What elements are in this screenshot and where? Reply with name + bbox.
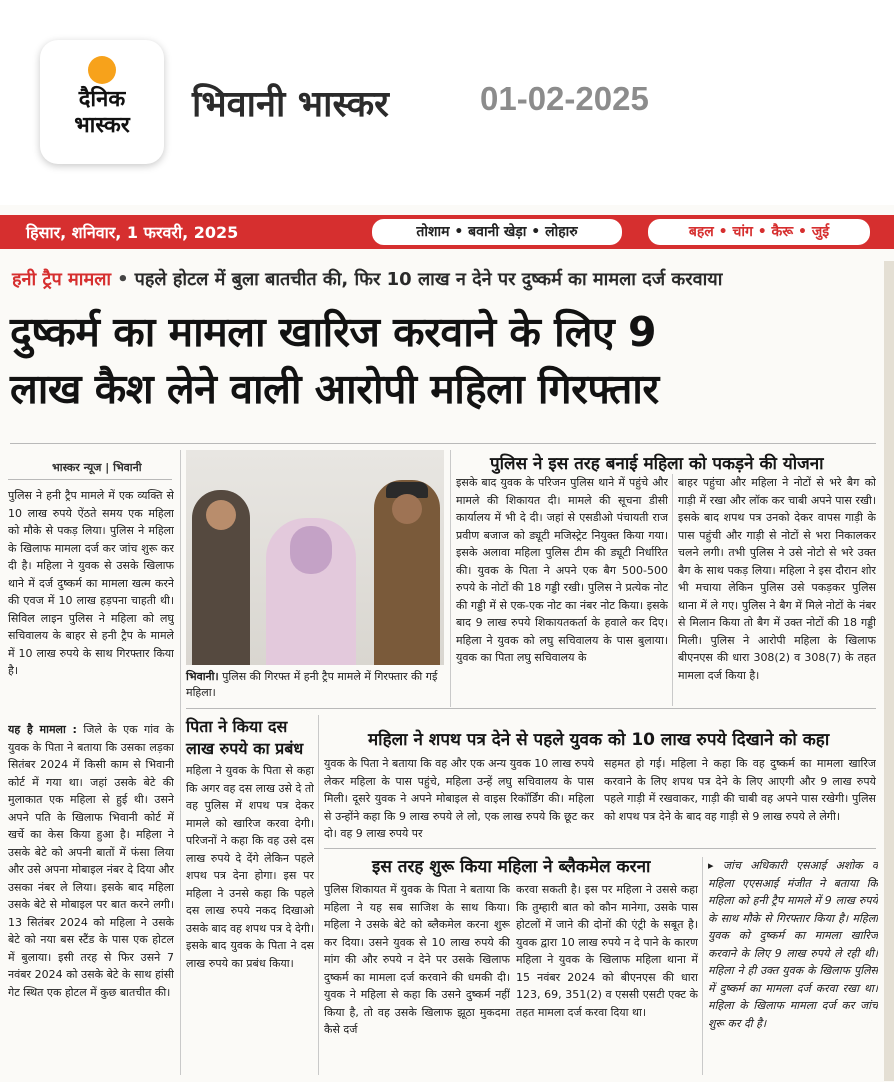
affidavit-heading: महिला ने शपथ पत्र देने से पहले युवक को 10 लाख रुपये दिखाने को कहा <box>368 730 830 750</box>
column-rule-4 <box>318 715 319 1075</box>
towns-pill-1: तोशाम • बवानी खेड़ा • लोहारु <box>372 219 622 245</box>
case-label: यह है मामला : <box>8 723 77 736</box>
blackmail-column-1: पुलिस शिकायत में युवक के पिता ने बताया कि महिला ने यह सब साजिश के साथ किया। महिला ने उसके बेटे को ब्लैकमेल करना शुरू कर दिया। उसने युवक से 10 लाख रुपये की मांग की और रुपये न देने पर उसके खिलाफ दुष्कर्म का मामला दर्ज करवाने की धमकी दी। युवक ने महिला से कहा कि उसने दुष्कर्म नहीं किया है, तो वह उसके खिलाफ झूठा मुकदमा कैसे दर्ज <box>324 883 510 1036</box>
logo-line-1: दैनिक <box>78 87 126 112</box>
photo-caption <box>186 669 444 701</box>
dainik-bhaskar-logo[interactable] <box>40 40 164 164</box>
adjacent-page-edge <box>884 261 894 1081</box>
column-rule-5 <box>702 857 703 1075</box>
headline-rule <box>10 443 876 444</box>
officer-figure-left <box>192 490 250 665</box>
father-heading-1: पिता ने किया दस <box>186 717 288 736</box>
sun-icon <box>88 56 116 84</box>
edition-date: 01-02-2025 <box>480 80 649 117</box>
officer-figure-right <box>374 480 440 665</box>
accused-figure <box>266 518 356 665</box>
affidavit-column-1: युवक के पिता ने बताया कि वह और एक अन्य युवक 10 लाख रुपये लेकर महिला के पास पहुंचे, महिला उन्हें लघु सचिवालय के पास मिली। दूसरे युवक ने अपने मोबाइल से वाइस रिकॉर्डिंग की। महिला से उन्होंने कहा कि 9 लाख रुपये ले लो, एक लाख रुपये कि छूट कर दो। वह 9 लाख रुपये पर <box>324 757 594 840</box>
arrest-photo <box>186 450 444 665</box>
logo-line-2: भास्कर <box>74 113 130 138</box>
column-rule-3 <box>672 474 673 706</box>
byline: भास्कर न्यूज | भिवानी <box>52 461 142 474</box>
caption-text: पुलिस की गिरफ्त में हनी ट्रैप मामले में गिरफ्तार की गई महिला। <box>186 670 438 699</box>
location-date: हिसार, शनिवार, 1 फरवरी, 2025 <box>26 223 239 242</box>
sidebar-text: जांच अधिकारी एसआई अशोक व महिला एएसआई मंजीत ने बताया कि महिला को हनी ट्रैप मामले में 9 लाख रुपये के साथ मौके से गिरफ्तार किया है। महिला युवक को दुष्कर्म का मामला खारिज करवाने के लिए 9 लाख रुपये ले रही थी। महिला ने ही उक्त युवक के खिलाफ पुलिस में दुष्कर्म का मामला दर्ज करवा रखा था। महिला के खिलाफ मामला दर्ज कर जांच शुरू कर दी है। <box>708 859 878 1030</box>
intro-column: पुलिस ने हनी ट्रैप मामले में एक व्यक्ति से 10 लाख रुपये ऐंठते समय एक महिला को मौके से पकड़ लिया। पुलिस ने महिला के खिलाफ मामला दर्ज कर जांच शुरू कर दी है। महिला ने युवक से उसके खिलाफ थाने में दर्ज दुष्कर्म का मामला खत्म करने की एवज में 10 लाख हड़पना चाहती थी। सिविल लाइन पुलिस ने महिला को लघु सचिवालय के बाहर से हनी ट्रैप के मामले में 10 लाख रुपये के साथ गिरफ्तार किया है। <box>8 489 174 677</box>
towns-pill-2: बहल • चांग • कैरू • जुई <box>648 219 870 245</box>
edition-title: भिवानी भास्कर <box>192 84 389 125</box>
case-body: जिले के एक गांव के युवक के पिता ने बताया कि उसका लड़का सितंबर 2024 में किसी काम से भिवानी कोर्ट में गया था। जहां उसके बेटे की मुलाकात एक महिला से हुई थी। उसने अपने पति के खिलाफ भिवानी कोर्ट में खर्चे का केस किया हुआ है। महिला ने उसके बेटे को अपनी बातों में फंसा लिया और उसे अपना मोबाइल नंबर दे दिया और उसका नंबर ले लिया। इसके बाद महिला उसके बेटे से मोबाइल पर बात करने लगी। 13 सितंबर 2024 को महिला ने उसके बेटे को नया बस स्टैंड के पास एक होटल में बुलाया। इसी तरह से फिर उसने 7 नवंबर 2024 को उसके बेटे के साथ हांसी गेट स्थित एक होटल में कुछ बातचीत की। <box>8 723 174 999</box>
scarf-shape <box>290 526 332 574</box>
father-body: महिला ने युवक के पिता से कहा कि अगर वह दस लाख उसे दे तो वह पुलिस में शपथ पत्र देकर मामले को खारिज करवा देगी। परिजनों ने कहा कि वह उसे दस लाख रुपये दे देंगे लेकिन पहले शपथ पत्र देना होगा। इस पर महिला ने उनसे कहा कि पहले दस लाख रुपये नकद दिखाओ उसके बाद वह शपथ पत्र दे देगी। इसके बाद युवक के पिता ने दस लाख रुपये का प्रबंध किया। <box>186 764 314 970</box>
caption-place: भिवानी। <box>186 670 219 683</box>
section-rule <box>186 708 876 709</box>
case-column <box>8 721 174 1075</box>
kicker-bullet: • <box>117 269 129 290</box>
face-shape <box>392 494 422 524</box>
headline-line-2: लाख कैश लेने वाली आरोपी महिला गिरफ्तार <box>10 365 659 413</box>
sidebar-marker: ▸ <box>708 859 714 872</box>
investigation-sidebar <box>708 857 878 1075</box>
father-heading-2: लाख रुपये का प्रबंध <box>186 739 304 758</box>
plan-heading: पुलिस ने इस तरह बनाई महिला को पकड़ने की योजना <box>490 454 824 474</box>
blackmail-heading: इस तरह शुरू किया महिला ने ब्लैकमेल करना <box>372 857 651 877</box>
kicker-text: पहले होटल में बुला बातचीत की, फिर 10 लाख न देने पर दुष्कर्म का मामला दर्ज करवाया <box>134 269 723 290</box>
plan-column-2: बाहर पहुंचा और महिला ने नोटों से भरे बैग को गाड़ी में रखा और लॉक कर चाबी अपने पास रखी। इसके बाद शपथ पत्र उनको देकर वापस गाड़ी के पास पहुंची और गाड़ी से नोटों से भरा निकालकर चलने लगी। तभी पुलिस ने उसे नोटो से भरे उक्त बैग के साथ पकड़ लिया। महिला ने इस दौरान शोर भी मचाया लेकिन पुलिस उसे पकड़कर पुलिस थाना में ले गए। पुलिस ने बैग में मिले नोटों के नंबर से मिलान किया तो बैग में उक्त नोटों की 18 गड्डी मिली। पुलिस ने आरोपी महिला के खिलाफ बीएनएस की धारा 308(2) व 308(7) के तहत मामला दर्ज किया है। <box>678 476 876 682</box>
page-band <box>0 215 894 249</box>
column-rule-1 <box>180 450 181 1075</box>
headline-kicker <box>12 267 722 291</box>
affidavit-column-2: सहमत हो गई। महिला ने कहा कि वह दुष्कर्म का मामला खारिज करवाने के लिए शपथ पत्र देने के लिए आएगी और 9 लाख रुपये पहले गाड़ी में रखवाकर, गाड़ी की चाबी वह अपने पास रखेगी। पुलिस को शपथ पत्र देने के बाद वह गाड़ी से 9 लाख रुपये ले लेगी। <box>604 757 876 823</box>
headline-line-1: दुष्कर्म का मामला खारिज करवाने के लिए 9 <box>10 308 657 356</box>
plan-column-1: इसके बाद युवक के परिजन पुलिस थाने में पहुंचे और मामले की शिकायत दी। मामले की सूचना डीसी कार्यालय में भी दे दी। जहां से एसडीओ पंचायती राज प्रवीण बजाज को ड्यूटी मजिस्ट्रेट नियुक्त किया गया। इसके अलावा महिला पुलिस टीम की ड्यूटी निर्धारित की। युवक के पिता ने अपने एक बैग 500-500 रुपये के नोटों की 18 गड्डी रखी। पुलिस ने प्रत्येक नोट की गड्डी में से एक-एक नोट का नंबर नोट किया। इसके बाद 9 लाख रुपये शिकायतकर्ता के हवाले कर दिए। महिला ने युवक को लघु सचिवालय के पास बुलाया। युवक का पिता लघु सचिवालय के <box>456 476 668 664</box>
column-rule-2 <box>450 450 451 707</box>
blackmail-column-2: करवा सकती है। इस पर महिला ने उससे कहा कि तुम्हारी बात को कौन मानेगा, उसके पास होटलों में जाने की दोनों की एंट्री के सबूत है। युवक द्वारा 10 लाख रुपये न दे पाने के कारण महिला ने युवक के खिलाफ महिला थाना में 15 नवंबर 2024 को बीएनएस की धारा 123, 69, 351(2) व एससी एसटी एक्ट के तहत मामला दर्ज करवा दिया था। <box>516 883 698 1019</box>
app-header <box>0 0 894 205</box>
kicker-tag: हनी ट्रैप मामला <box>12 269 112 290</box>
blackmail-rule <box>324 848 876 849</box>
newspaper-page <box>0 205 894 1082</box>
byline-rule <box>8 479 172 480</box>
face-shape <box>206 500 236 530</box>
